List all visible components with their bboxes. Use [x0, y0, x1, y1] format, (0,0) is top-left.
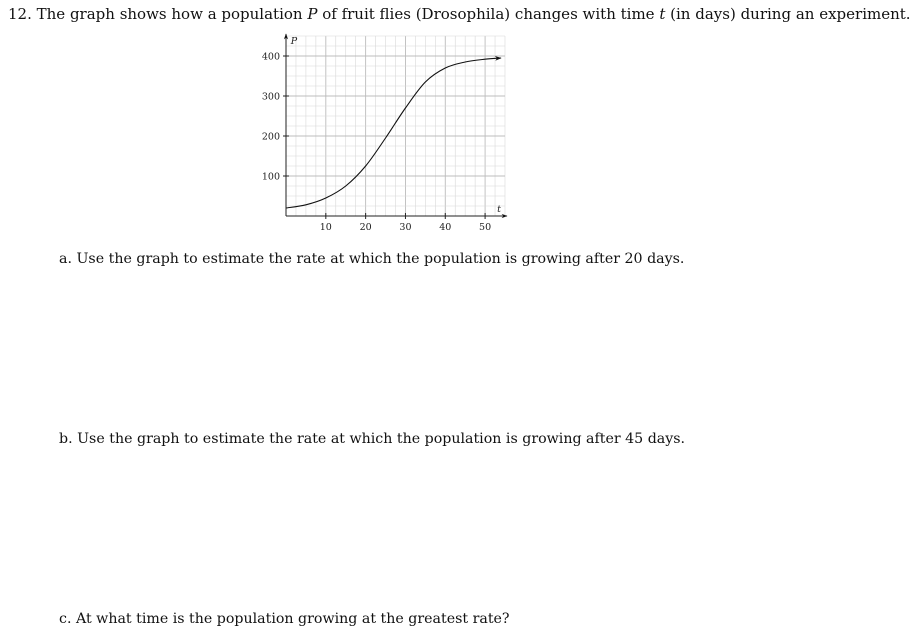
question-a: a. Use the graph to estimate the rate at which the population is growing after 20 days.	[59, 251, 685, 267]
question-b: b. Use the graph to estimate the rate at which the population is growing after 45 days.	[59, 431, 686, 447]
question-c: c. At what time is the population growing at the greatest rate?	[59, 611, 510, 627]
problem-text-1: The graph shows how a population	[36, 5, 303, 23]
x-tick-label: 30	[399, 222, 412, 233]
problem-text-3: (in days) during an experiment.	[670, 5, 911, 23]
y-axis-label: P	[290, 36, 298, 47]
problem-number: 12.	[8, 5, 32, 23]
variable-t: t	[659, 5, 666, 23]
x-tick-label: 20	[359, 222, 372, 233]
y-tick-label: 100	[261, 171, 280, 183]
problem-text-2: of fruit flies (Drosophila) changes with time	[322, 5, 655, 23]
x-tick-label: 10	[319, 222, 332, 233]
y-tick-label: 200	[261, 131, 280, 143]
population-curve	[286, 58, 501, 208]
y-tick-label: 400	[261, 51, 280, 63]
axes	[286, 34, 507, 216]
y-tick-label: 300	[261, 91, 280, 103]
variable-p: P	[307, 5, 318, 23]
grid	[286, 36, 505, 216]
x-axis-label: t	[497, 204, 501, 215]
x-tick-label: 50	[479, 222, 492, 233]
x-tick-label: 40	[439, 222, 452, 233]
curve	[286, 58, 501, 208]
